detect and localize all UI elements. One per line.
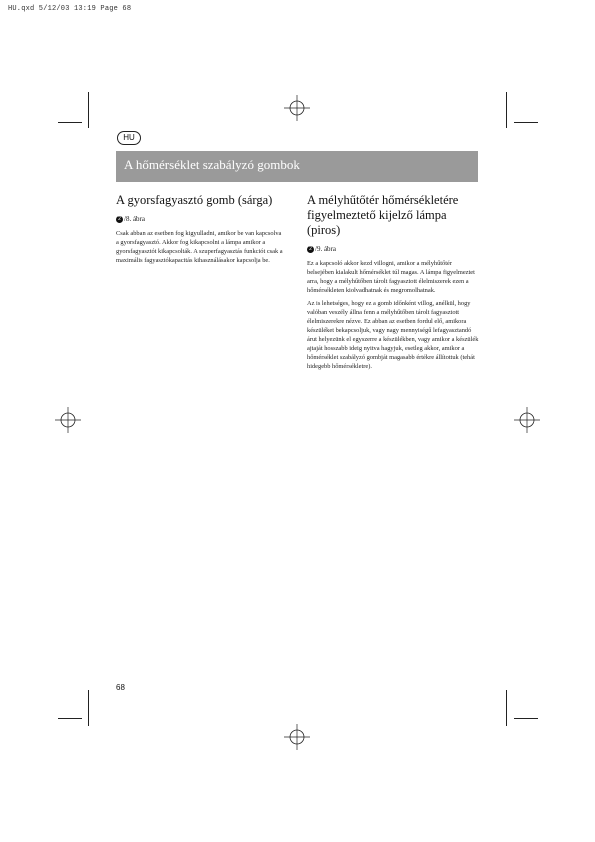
crop-mark-bottom-right-v	[506, 690, 507, 726]
left-figure-label: /8. ábra	[124, 215, 145, 223]
crop-mark-bottom-left-h	[58, 718, 82, 719]
registration-mark-top-icon	[284, 95, 310, 121]
left-paragraph: Csak abban az esetben fog kigyulladni, amikor be van kapcsolva a gyorsfagyasztó. Akkor fog kikapcsolni a lámpa amikor a gyorsfagyasztót kikapcsolták. A szuperfagyasztás funkciót csak a maximális fagyasztókapacitás kihasználásakor kapcsolja be.	[116, 230, 283, 264]
right-paragraph-1: Ez a kapcsoló akkor kezd villogni, amikor a mélyhűtőtér belsejében kialakult hőmérséklet túl magas. A lámpa figyelmeztet arra, hogy a mélyhűtőben tárolt fagyasztott élelmiszerek ezen a hőmérsékleten kiolvadhatnak és megromolhatnak.	[307, 260, 475, 294]
registration-mark-left-icon	[55, 407, 81, 433]
crop-mark-top-right-v	[506, 92, 507, 128]
crop-mark-top-left-v	[88, 92, 89, 128]
crop-mark-top-right-h	[514, 122, 538, 123]
registration-mark-bottom-icon	[284, 724, 310, 750]
right-figure-label: /9. ábra	[315, 245, 336, 253]
left-heading: A gyorsfagyasztó gomb (sárga)	[116, 193, 273, 207]
print-slug: HU.qxd 5/12/03 13:19 Page 68	[8, 5, 132, 13]
crop-mark-bottom-right-h	[514, 718, 538, 719]
language-badge: HU	[117, 131, 141, 145]
crop-mark-bottom-left-v	[88, 690, 89, 726]
figure-number-icon: 2	[116, 216, 123, 223]
page-number: 68	[116, 683, 125, 692]
figure-number-icon: 2	[307, 246, 314, 253]
right-figure-reference	[307, 245, 479, 253]
crop-mark-top-left-h	[58, 122, 82, 123]
right-paragraph-2: Az is lehetséges, hogy ez a gomb időnként villog, anélkül, hogy valóban veszély állna fenn a mélyhűtőben tárolt fagyasztott élelmiszerekre nézve. Ez abban az esetben fordul elő, amikora készüléket bekapcsoljuk, vagy nagy mennyiségű lefagyasztandó árut helyezünk el egyszerre a készülékben, vagy amikor a készülék ajtaját hosszabb ideig nyitva hagyjuk, esetleg akkor, amikor a hőmérséklet szabályzó gombját magasabb értékre állítottuk (tehát hidegebb hőmérsékletre).	[307, 300, 479, 370]
registration-mark-right-icon	[514, 407, 540, 433]
section-title: A hőmérséklet szabályzó gombok	[124, 157, 300, 172]
left-column	[116, 193, 284, 269]
right-column	[307, 193, 479, 375]
left-figure-reference	[116, 215, 284, 223]
right-heading: A mélyhűtőtér hőmérsékletére figyelmeztető kijelző lámpa (piros)	[307, 193, 459, 237]
section-header-bar	[116, 151, 478, 182]
